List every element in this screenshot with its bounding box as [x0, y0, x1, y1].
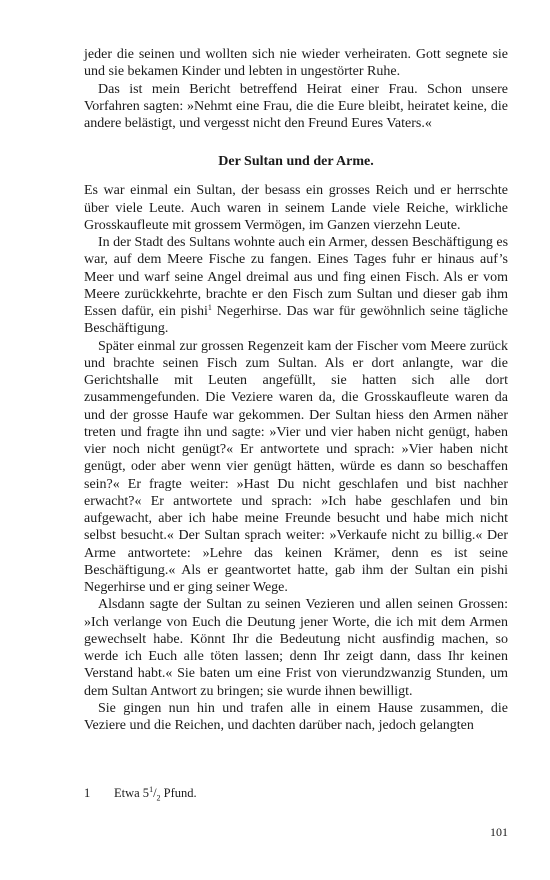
paragraph-dialogue: Später einmal zur grossen Regenzeit kam der Fischer vom Meere zurück und brachte seinen Fisch zum Sultan. Als er dort anlangte, war die Gerichtshalle mit Leuten angefüllt, sie hatten sich alle dort zusammengefunden. Die Veziere waren da, die Grosskaufleute waren da und der grosse Haufe war gekommen. Der Sultan hiess den Armen näher treten und fragte ihn und sagte: »Vier und vier haben nicht genügt, haben vier noch nicht genügt?« Er antwortete und sprach: »Vier haben nicht genügt, oder aber wenn vier genügt hätten, würde es dann so beschaffen sein?« Er fragte weiter: »Hast Du nicht geschlafen und bist nachher erwacht?« Er antwortete und sprach: »Ich habe geschlafen und bin aufgewacht, aber ich habe meine Freunde besucht und habe mich nicht selbst besucht.« Der Sultan sprach weiter: »Verkaufe nicht zu billig.« Der Arme antwortete: »Lehre das keinen Krämer, denn es ist seine Beschäftigung.« Als er geantwortet hatte, gab ihm der Sultan ein pishi Negerhirse und er ging seiner Wege.: [84, 338, 508, 595]
paragraph-sultan-demand: Alsdann sagte der Sultan zu seinen Vezieren und allen seinen Grossen: »Ich verlange von Euch die Deutung jener Worte, die ich mit dem Armen gewechselt habe. Könnt Ihr die Bedeutung nicht ausfindig machen, so werde ich Euch alle töten lassen; denn Ihr zeigt dann, dass Ihr keinen Verstand habt.« Sie baten um eine Frist von vierundzwanzig Stunden, um dem Sultan Antwort zu bringen; sie wurde ihnen bewilligt.: [84, 597, 508, 699]
footnote-reference[interactable]: 1: [207, 303, 212, 312]
paragraph-gathering: Sie gingen nun hin und trafen alle in einem Hause zusammen, die Veziere und die Reichen, und dachten darüber nach, jedoch gelangten: [84, 700, 508, 733]
fisherman-text-b: Negerhirse. Das war für gewöhnlich seine tägliche Beschäftigung.: [84, 304, 508, 337]
fraction-denominator: 2: [156, 793, 161, 803]
footnote-text-a: Etwa 5: [114, 786, 150, 800]
footnote-text-b: Pfund.: [160, 786, 197, 800]
fisherman-text-a: In der Stadt des Sultans wohnte auch ein Armer, dessen Beschäftigung es war, auf dem Meere Fische zu fangen. Eines Tages fuhr er hinaus auf’s Meer und warf seine Angel dreimal aus und fing einen Fisch. Als er vom Meere zurückkehrte, brachte er den Fisch zum Sultan und dieser gab ihm Essen dafür, ein pishi: [84, 235, 509, 319]
story-heading: Der Sultan und der Arme.: [218, 154, 374, 170]
paragraph-continuation: jeder die seinen und wollten sich nie wieder verheiraten. Gott segnete sie und sie bekamen Kinder und lebten in ungestörter Ruhe.: [84, 47, 508, 80]
footnote: [84, 786, 508, 801]
fraction-numerator: 1: [149, 784, 154, 794]
footnote-number: 1: [84, 786, 91, 800]
fraction-slash: /: [153, 786, 157, 800]
paragraph-moral: Das ist mein Bericht betreffend Heirat einer Frau. Schon unsere Vorfahren sagten: »Nehmt eine Frau, die die Eure bleibt, heiratet keine, die andere belästigt, und vergesst nicht den Freund Eures Vaters.«: [84, 81, 508, 131]
paragraph-sultan-intro: Es war einmal ein Sultan, der besass ein grosses Reich und er herrschte über viele Leute. Auch waren in seinem Lande viele Reiche, wirkliche Grosskaufleute mit grossem Vermögen, im Ganzen vierzehn Leute.: [84, 183, 508, 233]
page-number: 101: [490, 825, 508, 839]
page-text-block: [84, 46, 508, 734]
paragraph-fisherman: [84, 234, 508, 338]
